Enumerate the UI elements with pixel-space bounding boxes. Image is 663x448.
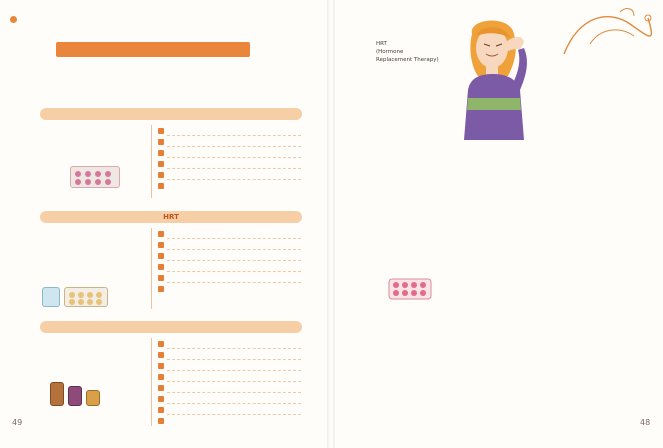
bullet-square-icon <box>158 396 164 402</box>
book-gutter <box>327 0 335 448</box>
description-line <box>40 247 143 257</box>
herb-jar-icon <box>68 386 82 406</box>
bullet-square-icon <box>158 242 164 248</box>
hrt-blister-pack-icon <box>64 287 108 307</box>
herb-jar-icon <box>50 382 64 406</box>
section-body <box>40 228 302 309</box>
bullet-item <box>158 349 301 360</box>
section-description <box>40 228 143 309</box>
bullet-item <box>158 404 301 415</box>
bullet-item <box>158 261 301 272</box>
section-heading <box>40 321 302 333</box>
description-line <box>40 367 143 377</box>
caption-line: (Hormone <box>376 49 404 55</box>
bullet-item <box>158 228 301 239</box>
herb-jar-icon <box>86 390 100 406</box>
bullet-square-icon <box>158 363 164 369</box>
bullet-item <box>158 125 301 136</box>
bullet-square-icon <box>158 407 164 413</box>
section-bullet-list <box>151 125 301 198</box>
running-header-dot-icon <box>10 16 17 23</box>
section-chinese-medicine <box>40 321 302 426</box>
herbal-jars-illustration <box>40 376 143 410</box>
section-bullet-list <box>151 338 301 426</box>
description-line <box>40 125 143 135</box>
section-body <box>40 338 302 426</box>
cream-tube-icon <box>42 287 60 307</box>
bullet-item <box>158 272 301 283</box>
bullet-square-icon <box>158 253 164 259</box>
bullet-item <box>158 169 301 180</box>
bullet-square-icon <box>158 286 164 292</box>
intro-line <box>42 62 304 72</box>
hrt-products-illustration <box>40 285 143 309</box>
description-line <box>40 135 143 145</box>
bullet-item <box>158 136 301 147</box>
bullet-item <box>158 360 301 371</box>
section-contraceptive-pill <box>40 108 302 198</box>
description-line <box>40 338 143 348</box>
bullet-square-icon <box>158 183 164 189</box>
bullet-square-icon <box>158 418 164 424</box>
description-line <box>40 144 143 154</box>
section-heading <box>40 108 302 120</box>
caption-line: Replacement Therapy) <box>376 57 439 63</box>
pill-strip-illustration <box>388 278 432 300</box>
bullet-item <box>158 393 301 404</box>
article-subtitle <box>528 152 558 282</box>
bullet-square-icon <box>158 139 164 145</box>
section-description <box>40 125 143 198</box>
bullet-square-icon <box>158 264 164 270</box>
section-body <box>40 125 302 198</box>
pill-pack-icon <box>70 166 120 188</box>
bullet-square-icon <box>158 341 164 347</box>
bullet-item <box>158 147 301 158</box>
bullet-item <box>158 250 301 261</box>
caption-line: HRT <box>376 41 387 47</box>
description-line <box>40 357 143 367</box>
bullet-item <box>158 415 301 426</box>
intro-line <box>42 92 304 102</box>
bullet-square-icon <box>158 385 164 391</box>
running-header <box>10 13 22 25</box>
intro-line <box>42 72 304 82</box>
page-number-left: 49 <box>12 418 23 427</box>
bullet-square-icon <box>158 172 164 178</box>
bullet-item <box>158 158 301 169</box>
bullet-square-icon <box>158 374 164 380</box>
bullet-square-icon <box>158 352 164 358</box>
bullet-item <box>158 382 301 393</box>
section-heading <box>40 211 302 223</box>
article-title-line-2 <box>586 40 612 360</box>
bullet-square-icon <box>158 231 164 237</box>
illustration-caption <box>376 40 460 64</box>
page-title-bar <box>56 42 250 57</box>
bullet-item <box>158 239 301 250</box>
bullet-item <box>158 283 301 294</box>
description-line <box>40 348 143 358</box>
section-bullet-list <box>151 228 301 309</box>
article-title-line-1 <box>612 40 638 350</box>
bullet-item <box>158 180 301 191</box>
section-hrt <box>40 211 302 309</box>
bullet-item <box>158 338 301 349</box>
description-line <box>40 228 143 238</box>
intro-paragraph <box>42 62 304 112</box>
bullet-square-icon <box>158 161 164 167</box>
woman-headache-illustration <box>450 14 544 140</box>
description-line <box>40 266 143 276</box>
left-page <box>0 0 331 448</box>
description-line <box>40 238 143 248</box>
bullet-square-icon <box>158 275 164 281</box>
bullet-square-icon <box>158 128 164 134</box>
pill-pack-illustration <box>40 154 143 198</box>
description-line <box>40 276 143 286</box>
description-line <box>40 257 143 267</box>
section-heading-text: HRT <box>163 213 179 221</box>
bullet-square-icon <box>158 150 164 156</box>
intro-line <box>42 82 304 92</box>
bullet-item <box>158 371 301 382</box>
section-description <box>40 338 143 426</box>
page-number-right: 48 <box>640 418 651 427</box>
